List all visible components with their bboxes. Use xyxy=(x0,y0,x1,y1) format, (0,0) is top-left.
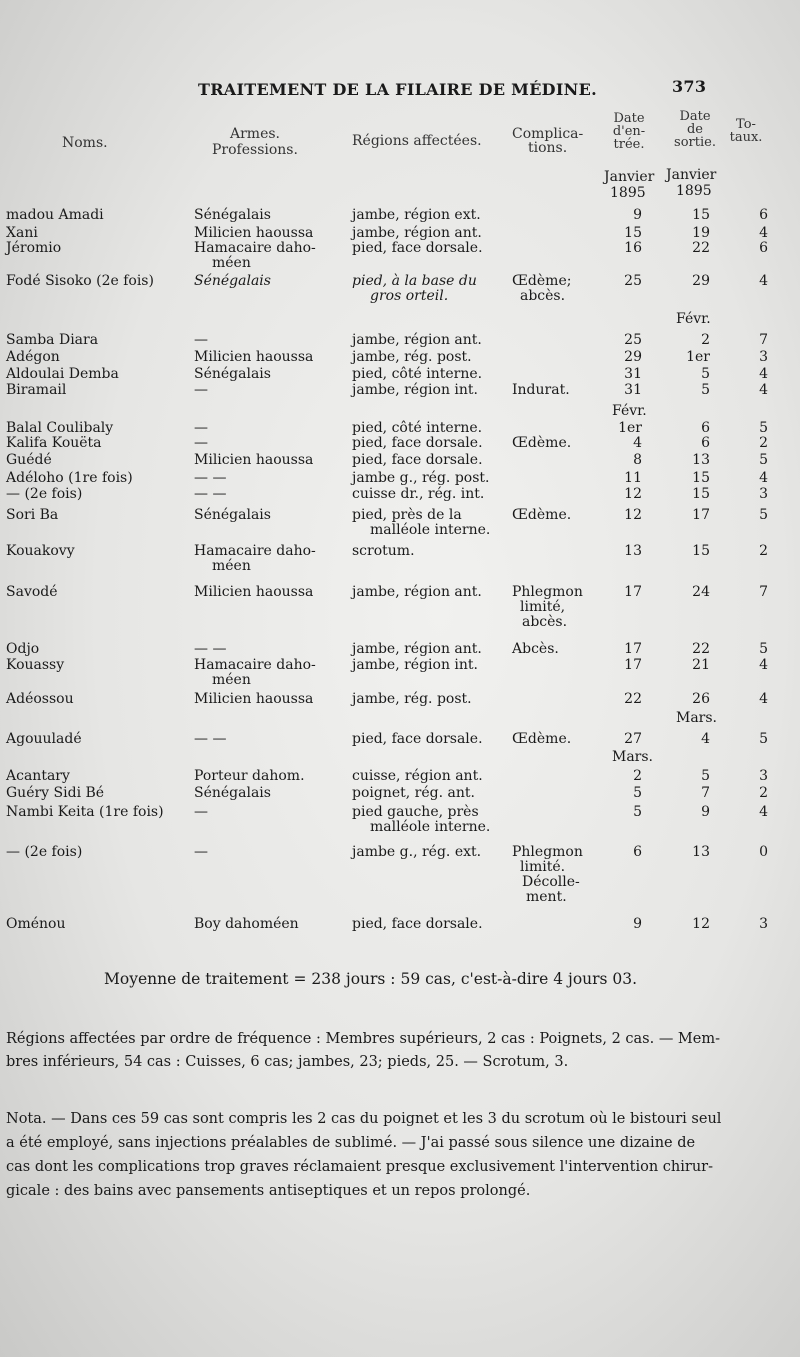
header-armes-line1: Armes. xyxy=(230,126,280,142)
row-arme: Hamacaire daho- xyxy=(194,657,316,673)
row-region: pied, face dorsale. xyxy=(352,435,483,451)
row-total: 4 xyxy=(759,225,768,241)
row-date-sortie: 22 xyxy=(692,641,710,657)
row-date-sortie: 13 xyxy=(692,844,710,860)
row-arme: — — xyxy=(194,731,227,747)
row-total: 3 xyxy=(759,916,768,932)
header-totaux-line2: taux. xyxy=(729,130,763,145)
row-date-entree: 5 xyxy=(633,785,642,801)
row-arme: Milicien haoussa xyxy=(194,349,314,365)
row-nom: Adéloho (1re fois) xyxy=(6,470,133,486)
row-arme-cont: méen xyxy=(212,255,251,271)
row-region: pied, côté interne. xyxy=(352,420,483,436)
running-head-title: TRAITEMENT DE LA FILAIRE DE MÉDINE. xyxy=(198,80,597,99)
row-nom: Odjo xyxy=(6,641,40,657)
header-date-entree xyxy=(606,112,652,151)
header-totaux xyxy=(726,118,766,144)
row-complication-cont: Décolle- xyxy=(522,874,580,890)
row-arme: Milicien haoussa xyxy=(194,691,314,707)
row-complication: Œdème. xyxy=(512,731,572,747)
month-janvier-entree: Janvier xyxy=(604,169,655,185)
row-date-entree: 25 xyxy=(624,273,642,289)
row-nom: Adéossou xyxy=(6,691,74,707)
row-nom: Agouuladé xyxy=(6,731,82,747)
row-nom: Kalifa Kouëta xyxy=(6,435,102,451)
row-date-sortie: 2 xyxy=(701,332,710,348)
row-region: jambe, région ant. xyxy=(352,641,482,657)
row-date-entree: 1er xyxy=(618,420,642,436)
row-date-sortie: 15 xyxy=(692,543,710,559)
row-region: pied, à la base du xyxy=(352,273,477,289)
nota-paragraph-line2: a été employé, sans injections préalables de sublimé. — J'ai passé sous silence une dizaine de xyxy=(6,1135,696,1151)
row-date-sortie: 29 xyxy=(692,273,710,289)
row-date-entree: 11 xyxy=(624,470,642,486)
row-region: jambe g., rég. post. xyxy=(352,470,490,486)
row-arme: Hamacaire daho- xyxy=(194,543,316,559)
row-date-entree: 31 xyxy=(624,382,642,398)
row-arme: — — xyxy=(194,641,227,657)
row-date-entree: 16 xyxy=(624,240,642,256)
row-region: poignet, rég. ant. xyxy=(352,785,475,801)
row-nom: — (2e fois) xyxy=(6,486,83,502)
header-complications-line2: tions. xyxy=(528,140,568,156)
row-date-sortie: 21 xyxy=(692,657,710,673)
row-date-entree: 12 xyxy=(624,507,642,523)
header-complications-line1: Complica- xyxy=(512,126,584,142)
row-arme: Hamacaire daho- xyxy=(194,240,316,256)
row-date-entree: 6 xyxy=(633,844,642,860)
row-nom: Jéromio xyxy=(6,240,62,256)
row-nom: Samba Diara xyxy=(6,332,99,348)
row-arme: — xyxy=(194,382,208,398)
row-nom: Kouassy xyxy=(6,657,65,673)
row-date-entree: 9 xyxy=(633,916,642,932)
row-total: 4 xyxy=(759,382,768,398)
row-complication-cont: abcès. xyxy=(520,288,566,304)
row-complication-cont: limité, xyxy=(520,599,566,615)
row-total: 4 xyxy=(759,691,768,707)
row-nom: Sori Ba xyxy=(6,507,59,523)
row-date-sortie: 22 xyxy=(692,240,710,256)
row-date-sortie: 17 xyxy=(692,507,710,523)
row-total: 5 xyxy=(759,420,768,436)
row-region: jambe, région int. xyxy=(352,657,478,673)
row-nom: Kouakovy xyxy=(6,543,75,559)
row-arme: Boy dahoméen xyxy=(194,916,299,932)
row-nom: Oménou xyxy=(6,916,66,932)
header-totaux-line1: To- xyxy=(736,117,756,132)
header-date-entree-line3: trée. xyxy=(613,137,645,152)
row-nom: Balal Coulibaly xyxy=(6,420,114,436)
year-entree: 1895 xyxy=(610,185,646,201)
row-nom: — (2e fois) xyxy=(6,844,83,860)
row-date-sortie: 9 xyxy=(701,804,710,820)
row-total: 2 xyxy=(759,543,768,559)
row-arme: Sénégalais xyxy=(194,273,271,289)
row-date-sortie: 24 xyxy=(692,584,710,600)
row-region: pied, face dorsale. xyxy=(352,452,483,468)
month-fevr-sortie: Févr. xyxy=(676,311,711,327)
row-date-entree: 4 xyxy=(633,435,642,451)
row-nom: Nambi Keita (1re fois) xyxy=(6,804,164,820)
row-arme: Milicien haoussa xyxy=(194,584,314,600)
row-arme: Sénégalais xyxy=(194,366,271,382)
row-region: jambe, rég. post. xyxy=(352,691,472,707)
row-date-sortie: 15 xyxy=(692,486,710,502)
row-complication-cont: limité. xyxy=(520,859,566,875)
row-total: 5 xyxy=(759,731,768,747)
row-nom: Biramail xyxy=(6,382,67,398)
month-mars-entree: Mars. xyxy=(612,749,654,765)
header-date-sortie-line3: sortie. xyxy=(674,135,716,150)
row-region: cuisse, région ant. xyxy=(352,768,483,784)
row-total: 5 xyxy=(759,507,768,523)
row-arme: — xyxy=(194,844,208,860)
row-total: 4 xyxy=(759,804,768,820)
row-date-sortie: 5 xyxy=(701,366,710,382)
row-region: pied, près de la xyxy=(352,507,462,523)
nota-paragraph-line1: Nota. — Dans ces 59 cas sont compris les 2 cas du poignet et les 3 du scrotum où le bistouri seul xyxy=(6,1111,722,1127)
moyenne-line: Moyenne de traitement = 238 jours : 59 cas, c'est-à-dire 4 jours 03. xyxy=(104,970,638,988)
row-date-sortie: 5 xyxy=(701,382,710,398)
regions-paragraph-line2: bres inférieurs, 54 cas : Cuisses, 6 cas; jambes, 23; pieds, 25. — Scrotum, 3. xyxy=(6,1054,569,1070)
row-arme: Milicien haoussa xyxy=(194,225,314,241)
header-date-entree-line2: d'en- xyxy=(612,124,646,139)
row-arme: Sénégalais xyxy=(194,507,271,523)
row-total: 2 xyxy=(759,785,768,801)
row-arme: Porteur dahom. xyxy=(194,768,305,784)
row-region: jambe, région int. xyxy=(352,382,478,398)
row-complication-cont: ment. xyxy=(526,889,567,905)
row-arme: — — xyxy=(194,486,227,502)
row-region: jambe, rég. post. xyxy=(352,349,472,365)
row-total: 5 xyxy=(759,452,768,468)
row-arme: — xyxy=(194,804,208,820)
header-noms: Noms. xyxy=(62,135,108,151)
row-date-sortie: 6 xyxy=(701,435,710,451)
header-armes-line2: Professions. xyxy=(212,142,298,158)
row-date-entree: 17 xyxy=(624,584,642,600)
row-arme: Sénégalais xyxy=(194,785,271,801)
row-date-sortie: 12 xyxy=(692,916,710,932)
year-sortie: 1895 xyxy=(676,183,712,199)
row-date-entree: 22 xyxy=(624,691,642,707)
row-date-entree: 8 xyxy=(633,452,642,468)
row-date-sortie: 13 xyxy=(692,452,710,468)
header-date-sortie-line2: de xyxy=(686,122,703,137)
row-complication: Phlegmon xyxy=(512,844,583,860)
row-total: 7 xyxy=(759,584,768,600)
row-region-cont: malléole interne. xyxy=(370,522,491,538)
row-date-sortie: 15 xyxy=(692,470,710,486)
row-nom: Guéry Sidi Bé xyxy=(6,785,105,801)
row-date-entree: 17 xyxy=(624,641,642,657)
row-date-entree: 15 xyxy=(624,225,642,241)
row-arme: — — xyxy=(194,470,227,486)
row-region: pied, côté interne. xyxy=(352,366,483,382)
row-total: 4 xyxy=(759,366,768,382)
row-complication: Œdème. xyxy=(512,435,572,451)
row-complication: Indurat. xyxy=(512,382,570,398)
row-date-entree: 12 xyxy=(624,486,642,502)
row-total: 4 xyxy=(759,470,768,486)
row-total: 2 xyxy=(759,435,768,451)
header-date-sortie-line1: Date xyxy=(679,109,711,124)
row-date-sortie: 7 xyxy=(701,785,710,801)
month-fevr-entree: Févr. xyxy=(612,403,647,419)
row-region: scrotum. xyxy=(352,543,415,559)
header-date-sortie xyxy=(670,110,720,149)
row-region: jambe, région ext. xyxy=(352,207,481,223)
row-nom: Adégon xyxy=(6,349,60,365)
row-total: 4 xyxy=(759,273,768,289)
header-regions: Régions affectées. xyxy=(352,133,482,149)
row-region: jambe, région ant. xyxy=(352,225,482,241)
row-date-sortie: 6 xyxy=(701,420,710,436)
month-mars-sortie: Mars. xyxy=(676,710,718,726)
row-region: jambe g., rég. ext. xyxy=(352,844,482,860)
row-arme-cont: méen xyxy=(212,672,251,688)
row-region: pied, face dorsale. xyxy=(352,240,483,256)
row-total: 6 xyxy=(759,207,768,223)
row-complication: Abcès. xyxy=(512,641,559,657)
row-date-sortie: 26 xyxy=(692,691,710,707)
row-arme: Sénégalais xyxy=(194,207,271,223)
row-complication-cont: abcès. xyxy=(522,614,568,630)
row-date-entree: 29 xyxy=(624,349,642,365)
row-nom: Acantary xyxy=(6,768,70,784)
row-nom: madou Amadi xyxy=(6,207,104,223)
row-date-entree: 13 xyxy=(624,543,642,559)
row-nom: Savodé xyxy=(6,584,58,600)
row-region: jambe, région ant. xyxy=(352,584,482,600)
row-region: jambe, région ant. xyxy=(352,332,482,348)
row-region: cuisse dr., rég. int. xyxy=(352,486,485,502)
row-date-entree: 25 xyxy=(624,332,642,348)
row-total: 0 xyxy=(759,844,768,860)
row-date-sortie: 4 xyxy=(701,731,710,747)
row-region: pied, face dorsale. xyxy=(352,916,483,932)
row-nom: Xani xyxy=(6,225,38,241)
nota-paragraph-line3: cas dont les complications trop graves réclamaient presque exclusivement l'intervention chirur- xyxy=(6,1159,713,1175)
row-date-entree: 31 xyxy=(624,366,642,382)
row-nom: Guédé xyxy=(6,452,52,468)
row-date-sortie: 5 xyxy=(701,768,710,784)
row-arme: — xyxy=(194,332,208,348)
row-arme: — xyxy=(194,435,208,451)
row-complication: Phlegmon xyxy=(512,584,583,600)
month-janvier-sortie: Janvier xyxy=(666,167,717,183)
row-total: 3 xyxy=(759,768,768,784)
row-total: 7 xyxy=(759,332,768,348)
row-nom: Aldoulai Demba xyxy=(6,366,119,382)
row-region: pied, face dorsale. xyxy=(352,731,483,747)
row-date-entree: 2 xyxy=(633,768,642,784)
row-region-cont: malléole interne. xyxy=(370,819,491,835)
row-region-cont: gros orteil. xyxy=(370,288,449,304)
row-total: 3 xyxy=(759,349,768,365)
row-region: pied gauche, près xyxy=(352,804,479,820)
row-date-entree: 9 xyxy=(633,207,642,223)
row-date-sortie: 19 xyxy=(692,225,710,241)
row-total: 6 xyxy=(759,240,768,256)
nota-paragraph-line4: gicale : des bains avec pansements antiseptiques et un repos prolongé. xyxy=(6,1183,531,1199)
row-total: 5 xyxy=(759,641,768,657)
row-complication: Œdème; xyxy=(512,273,572,289)
row-arme-cont: méen xyxy=(212,558,251,574)
row-complication: Œdème. xyxy=(512,507,572,523)
row-total: 4 xyxy=(759,657,768,673)
row-date-entree: 5 xyxy=(633,804,642,820)
row-arme: — xyxy=(194,420,208,436)
row-arme: Milicien haoussa xyxy=(194,452,314,468)
row-date-entree: 17 xyxy=(624,657,642,673)
row-total: 3 xyxy=(759,486,768,502)
page-number: 373 xyxy=(672,77,707,96)
row-date-entree: 27 xyxy=(624,731,642,747)
row-nom: Fodé Sisoko (2e fois) xyxy=(6,273,154,289)
row-date-sortie: 1er xyxy=(686,349,710,365)
regions-paragraph-line1: Régions affectées par ordre de fréquence : Membres supérieurs, 2 cas : Poignets, 2 cas. — Mem- xyxy=(6,1031,721,1047)
row-date-sortie: 15 xyxy=(692,207,710,223)
header-date-entree-line1: Date xyxy=(613,111,645,126)
